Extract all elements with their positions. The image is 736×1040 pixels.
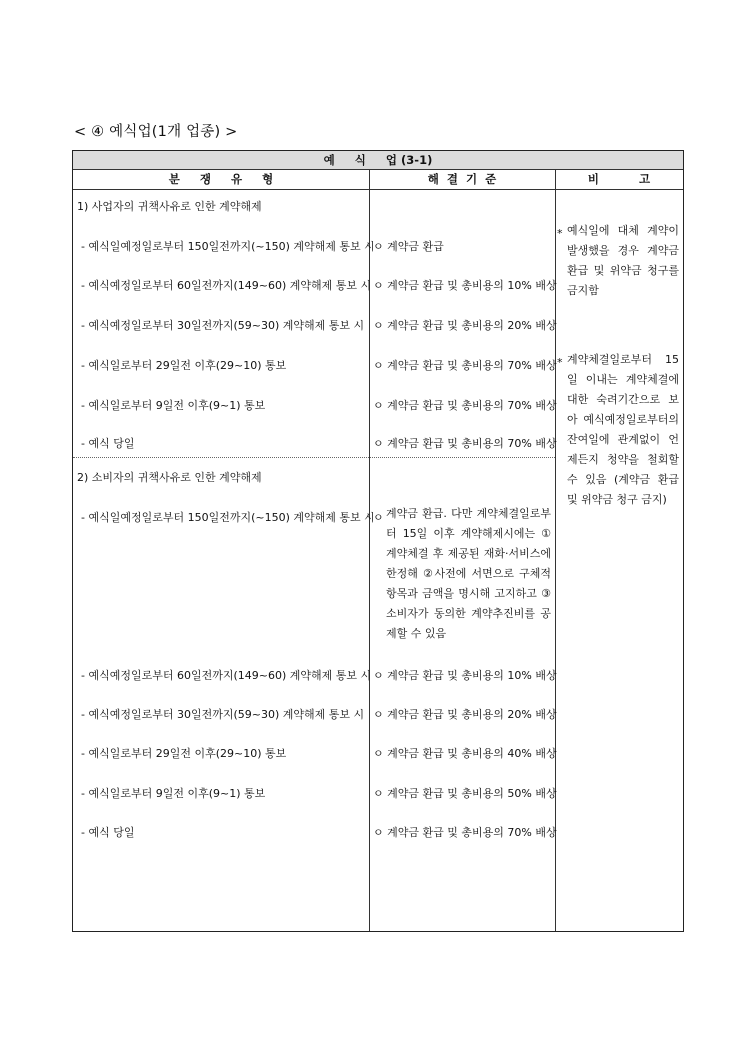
resolution-cell: ㅇ 계약금 환급 및 총비용의 10% 배상: [373, 279, 557, 292]
resolution-cell: ㅇ 계약금 환급 및 총비용의 20% 배상: [373, 708, 557, 721]
resolution-cell: ㅇ 계약금 환급 및 총비용의 70% 배상: [373, 359, 557, 372]
dispute-type-row: - 예식일로부터 29일전 이후(29~10) 통보: [81, 359, 287, 372]
table-title: 예 식 업 (3-1): [73, 151, 683, 170]
dispute-type-row: - 예식예정일로부터 30일전까지(59~30) 계약해제 통보 시: [81, 708, 365, 721]
resolution-cell: ㅇ 계약금 환급 및 총비용의 70% 배상: [373, 437, 557, 450]
section-1-title: 1) 사업자의 귀책사유로 인한 계약해제: [77, 200, 262, 213]
resolution-cell: ㅇ 계약금 환급: [373, 240, 444, 253]
dispute-type-row: - 예식일예정일로부터 150일전까지(~150) 계약해제 통보 시: [81, 511, 375, 524]
dispute-type-row: - 예식예정일로부터 60일전까지(149~60) 계약해제 통보 시: [81, 669, 372, 682]
header-remarks: 비 고: [587, 172, 651, 186]
section-heading: < ④ 예식업(1개 업종) >: [74, 124, 238, 140]
remark-note: 계약체결일로부터 15일 이내는 계약체결에 대한 숙려기간으로 보아 예식예정일로부터의 잔여일에 관계없이 언제든지 청약을 철회할 수 있음 (계약금 환급 및 위약금 청구 금지): [567, 353, 679, 506]
dispute-type-row: - 예식예정일로부터 30일전까지(59~30) 계약해제 통보 시: [81, 319, 365, 332]
section-divider: [73, 457, 555, 458]
table-header-row: [73, 170, 683, 190]
section-2-title: 2) 소비자의 귀책사유로 인한 계약해제: [77, 471, 262, 484]
dispute-type-row: - 예식일예정일로부터 150일전까지(~150) 계약해제 통보 시: [81, 240, 375, 253]
resolution-paragraph: 계약금 환급. 다만 계약체결일로부터 15일 이후 계약해제시에는 ①계약체결 후 제공된 재화·서비스에 한정해 ②사전에 서면으로 구체적 항목과 금액을 명시해 고지하고 ③소비자가 동의한 계약추진비를 공제할 수 있음: [386, 507, 551, 640]
header-resolution: 해 결 기 준: [427, 172, 497, 186]
resolution-cell: ㅇ 계약금 환급 및 총비용의 20% 배상: [373, 319, 557, 332]
resolution-cell: ㅇ 계약금 환급 및 총비용의 10% 배상: [373, 669, 557, 682]
dispute-resolution-table: [72, 150, 684, 932]
resolution-cell: ㅇ 계약금 환급 및 총비용의 40% 배상: [373, 747, 557, 760]
dispute-type-row: - 예식일로부터 9일전 이후(9~1) 통보: [81, 399, 266, 412]
header-dispute-type: 분 쟁 유 형: [168, 172, 274, 186]
resolution-bullet: ㅇ: [373, 511, 384, 524]
resolution-cell: ㅇ 계약금 환급 및 총비용의 70% 배상: [373, 826, 557, 839]
dispute-type-row: - 예식예정일로부터 60일전까지(149~60) 계약해제 통보 시: [81, 279, 372, 292]
resolution-cell: ㅇ 계약금 환급 및 총비용의 50% 배상: [373, 787, 557, 800]
dispute-type-row: - 예식일로부터 9일전 이후(9~1) 통보: [81, 787, 266, 800]
dispute-type-row: - 예식일로부터 29일전 이후(29~10) 통보: [81, 747, 287, 760]
dispute-type-row: - 예식 당일: [81, 437, 135, 450]
dispute-type-row: - 예식 당일: [81, 826, 135, 839]
resolution-cell: ㅇ 계약금 환급 및 총비용의 70% 배상: [373, 399, 557, 412]
note-bullet: *: [557, 356, 563, 369]
note-bullet: *: [557, 227, 563, 240]
remark-note: 예식일에 대체 계약이 발생했을 경우 계약금 환급 및 위약금 청구를 금지함: [567, 224, 679, 297]
